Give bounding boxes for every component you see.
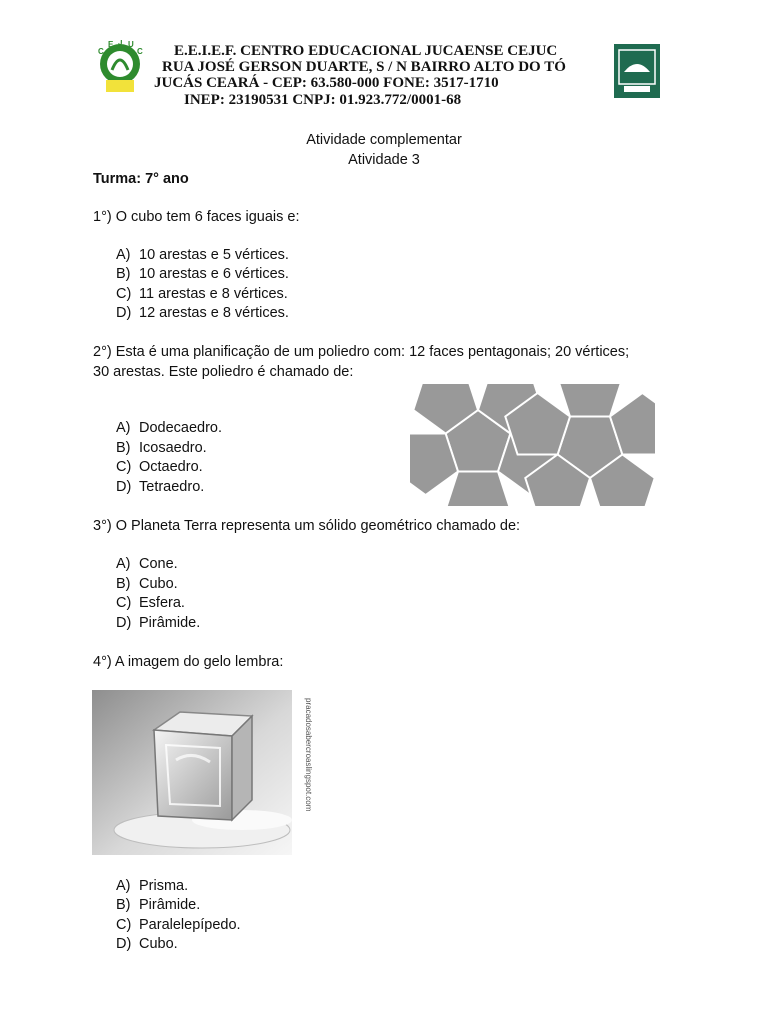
header-line-4: INEP: 23190531 CNPJ: 01.923.772/0001-68 <box>184 92 462 108</box>
question-1-prompt: 1°) O cubo tem 6 faces iguais e: <box>93 209 300 225</box>
question-4-option-b[interactable]: B) Pirâmide. <box>116 897 201 913</box>
question-2-option-c[interactable]: C) Octaedro. <box>116 459 203 475</box>
svg-text:J: J <box>118 40 123 47</box>
question-1-option-a[interactable]: A) 10 arestas e 5 vértices. <box>116 247 289 263</box>
header-line-1: E.E.I.E.F. CENTRO EDUCACIONAL JUCAENSE CEJUC <box>174 43 558 59</box>
net-pentagon-1-3 <box>446 472 511 507</box>
question-1-option-d[interactable]: D) 12 arestas e 8 vértices. <box>116 305 289 321</box>
page-title: Atividade complementar <box>306 132 462 148</box>
ice-cube-image <box>92 690 326 855</box>
question-4-option-a[interactable]: A) Prisma. <box>116 878 189 894</box>
image-watermark: pracadosabercroaslingspot.com <box>304 698 313 812</box>
question-2-option-a[interactable]: A) Dodecaedro. <box>116 420 223 436</box>
question-2-prompt-line-1: 2°) Esta é uma planificação de um poliedro com: 12 faces pentagonais; 20 vértices; <box>93 344 630 360</box>
school-logo-right <box>614 44 660 98</box>
dodecahedron-net-figure <box>410 384 655 506</box>
question-3-option-c[interactable]: C) Esfera. <box>116 595 185 611</box>
svg-text:E: E <box>108 40 114 49</box>
header-line-3: JUCÁS CEARÁ - CEP: 63.580-000 FONE: 3517-1710 <box>154 75 499 91</box>
question-2-option-d[interactable]: D) Tetraedro. <box>116 479 205 495</box>
class-label: Turma: 7° ano <box>93 171 189 187</box>
question-4-prompt: 4°) A imagem do gelo lembra: <box>93 654 284 670</box>
question-3-option-b[interactable]: B) Cubo. <box>116 576 178 592</box>
net-pentagon-2-3 <box>558 384 623 417</box>
question-3-prompt: 3°) O Planeta Terra representa um sólido geométrico chamado de: <box>93 518 521 534</box>
school-logo-left <box>92 40 148 96</box>
question-4-option-d[interactable]: D) Cubo. <box>116 936 178 952</box>
question-1-option-c[interactable]: C) 11 arestas e 8 vértices. <box>116 286 288 302</box>
question-1-option-b[interactable]: B) 10 arestas e 6 vértices. <box>116 266 289 282</box>
page-subtitle: Atividade 3 <box>348 152 420 168</box>
header-line-2: RUA JOSÉ GERSON DUARTE, S / N BAIRRO ALTO DO TÓ <box>162 59 566 75</box>
svg-text:C: C <box>98 47 104 56</box>
svg-text:U: U <box>128 40 134 49</box>
question-2-option-b[interactable]: B) Icosaedro. <box>116 440 207 456</box>
question-4-option-c[interactable]: C) Paralelepípedo. <box>116 917 241 933</box>
question-2-prompt-line-2: 30 arestas. Este poliedro é chamado de: <box>93 364 354 380</box>
svg-text:C: C <box>137 47 143 56</box>
question-3-option-d[interactable]: D) Pirâmide. <box>116 615 201 631</box>
question-3-option-a[interactable]: A) Cone. <box>116 556 178 572</box>
